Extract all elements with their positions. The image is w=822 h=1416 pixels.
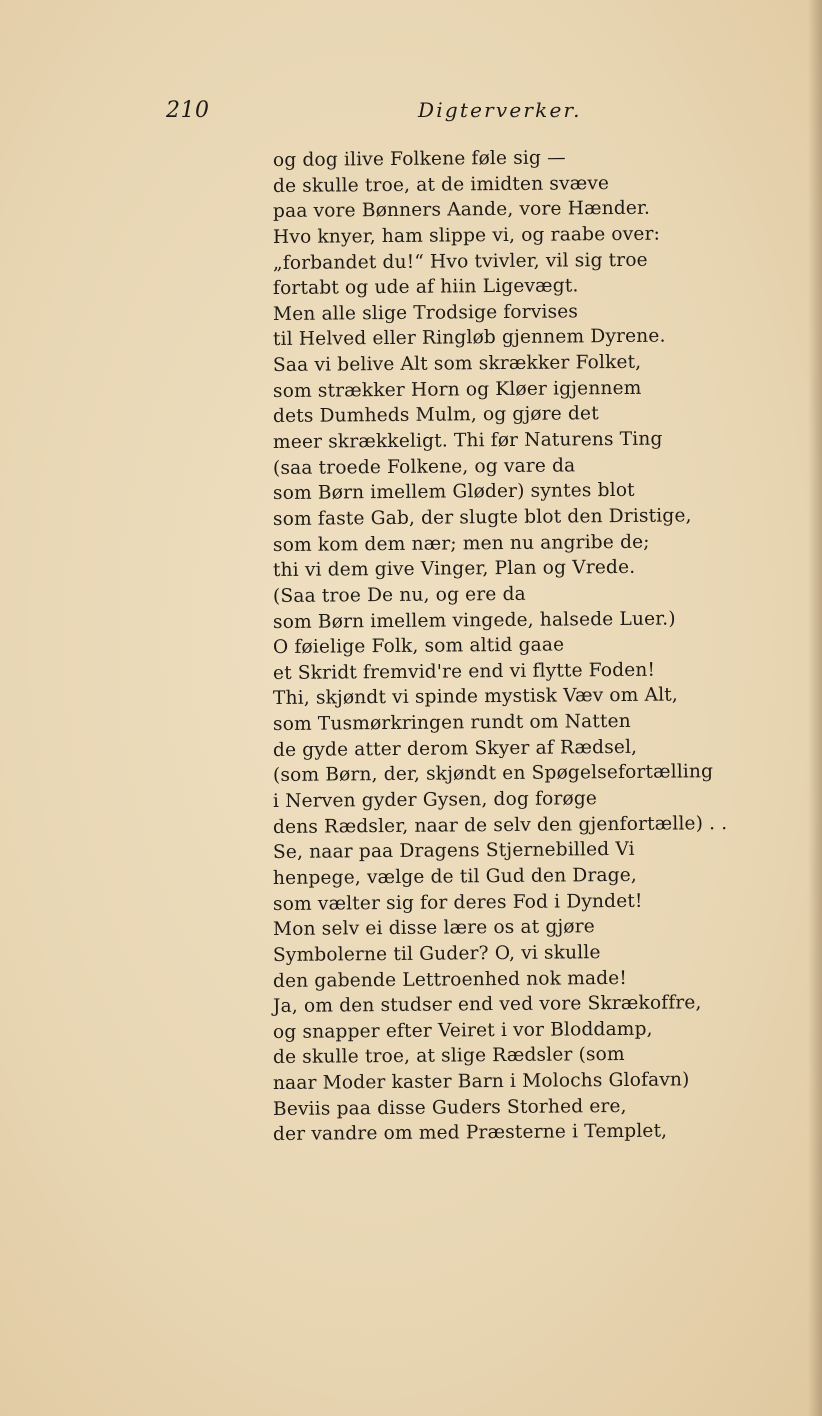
verse-line: Mon selv ei disse lære os at gjøre xyxy=(272,916,596,941)
page-number: 210 xyxy=(166,98,210,123)
verse-line: (saa troede Folkene, og vare da xyxy=(272,455,576,479)
verse-line: Se, naar paa Dragens Stjernebilled Vi xyxy=(272,839,635,864)
verse-line: de skulle troe, at slige Rædsler (som xyxy=(272,1044,625,1069)
verse-line: der vandre om med Præsterne i Templet, xyxy=(272,1120,668,1146)
verse-line: dens Rædsler, naar de selv den gjenfortælle) . . xyxy=(272,812,728,838)
verse-line: som vælter sig for deres Fod i Dyndet! xyxy=(272,890,643,915)
poem-text xyxy=(273,148,773,1148)
verse-line: som Børn imellem Gløder) syntes blot xyxy=(272,480,635,505)
verse-line: Ja, om den studser end ved vore Skrækoffre, xyxy=(272,992,702,1018)
verse-line: til Helved eller Ringløb gjennem Dyrene. xyxy=(272,326,666,351)
verse-line: fortabt og ude af hiin Ligevægt. xyxy=(272,275,579,300)
verse-line: de gyde atter derom Skyer af Rædsel, xyxy=(272,736,638,761)
verse-line: et Skridt fremvid're end vi flytte Foden! xyxy=(272,659,656,684)
verse-line: Thi, skjøndt vi spinde mystisk Væv om Alt, xyxy=(272,684,679,710)
page-edge-shadow xyxy=(808,0,822,1416)
verse-line: og snapper efter Veiret i vor Bloddamp, xyxy=(272,1018,653,1043)
verse-line: (som Børn, der, skjøndt en Spøgelsefortælling xyxy=(272,761,714,787)
verse-line: (Saa troe De nu, og ere da xyxy=(272,583,526,607)
verse-line: Hvo knyer, ham slippe vi, og raabe over: xyxy=(272,223,661,248)
verse-line: „forbandet du!“ Hvo tvivler, vil sig troe xyxy=(272,249,648,274)
verse-line: meer skrækkeligt. Thi før Naturens Ting xyxy=(272,428,663,454)
verse-line: den gabende Lettroenhed nok made! xyxy=(272,967,628,992)
verse-line: som strækker Horn og Kløer igjennem xyxy=(272,377,642,402)
verse-line: Beviis paa disse Guders Storhed ere, xyxy=(272,1095,627,1120)
verse-line: dets Dumheds Mulm, og gjøre det xyxy=(272,403,599,428)
verse-line: Symbolerne til Guder? O, vi skulle xyxy=(272,942,601,966)
verse-line: i Nerven gyder Gysen, dog forøge xyxy=(272,788,598,813)
verse-line: som faste Gab, der slugte blot den Dristige, xyxy=(272,505,692,530)
verse-line: Men alle slige Trodsige forvises xyxy=(272,301,579,325)
verse-line: som kom dem nær; men nu angribe de; xyxy=(272,531,650,556)
verse-line: Saa vi belive Alt som skrækker Folket, xyxy=(272,351,642,377)
verse-line: de skulle troe, at de imidten svæve xyxy=(272,172,610,197)
verse-line: paa vore Bønners Aande, vore Hænder. xyxy=(272,197,651,223)
verse-line: som Børn imellem vingede, halsede Luer.) xyxy=(272,608,676,633)
verse-line: thi vi dem give Vinger, Plan og Vrede. xyxy=(272,557,636,582)
verse-line: O føielige Folk, som altid gaae xyxy=(272,634,565,659)
verse-line: og dog ilive Folkene føle sig — xyxy=(272,147,566,171)
verse-line: som Tusmørkringen rundt om Natten xyxy=(272,710,631,736)
page-header xyxy=(166,98,586,134)
verse-line: naar Moder kaster Barn i Molochs Glofavn) xyxy=(272,1069,690,1095)
verse-line: henpege, vælge de til Gud den Drage, xyxy=(272,864,638,889)
running-title: Digterverker. xyxy=(418,98,582,122)
